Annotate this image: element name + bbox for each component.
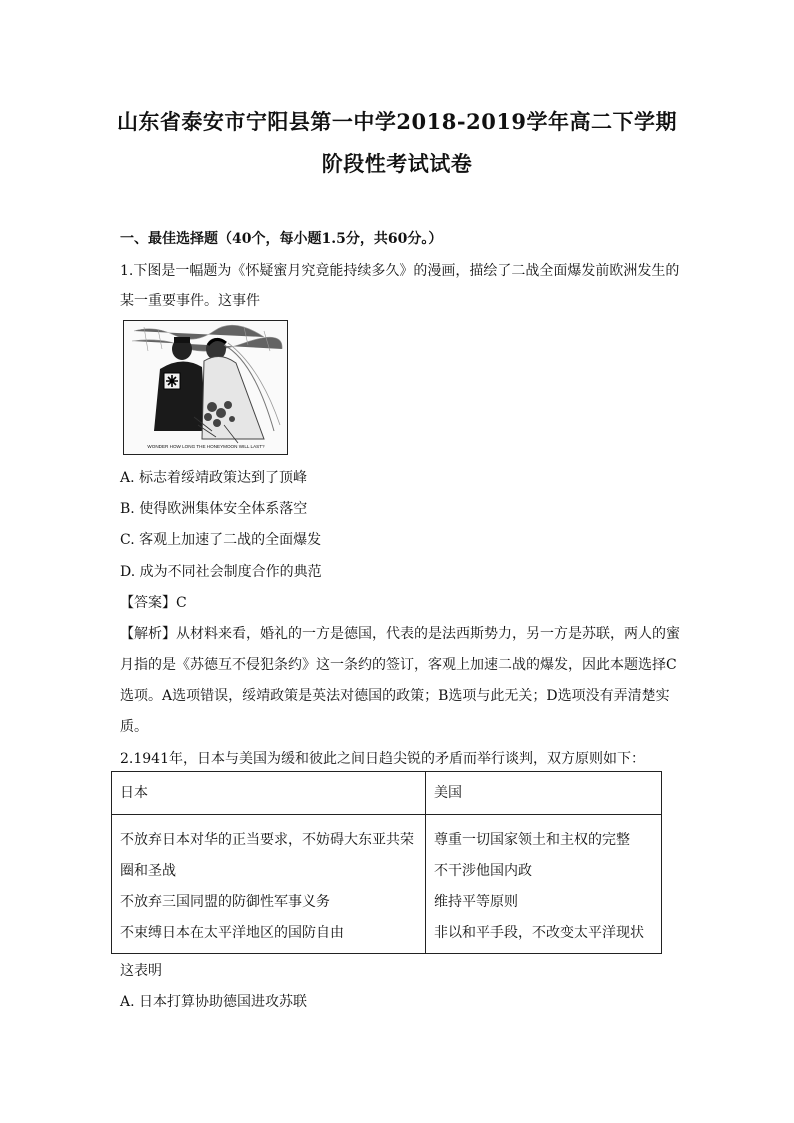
japan-principle: 不放弃日本对华的正当要求，不妨碍大东亚共荣 — [120, 832, 414, 848]
q2-after-table: 这表明 — [120, 963, 162, 979]
q1-answer: 【答案】C — [120, 595, 187, 611]
usa-principle: 维持平等原则 — [434, 894, 518, 910]
q1-option-c: C. 客观上加速了二战的全面爆发 — [120, 532, 322, 548]
q1-option-d: D. 成为不同社会制度合作的典范 — [120, 564, 322, 580]
usa-principle: 不干涉他国内政 — [434, 863, 532, 879]
japan-principles-cell — [112, 815, 426, 954]
header-japan: 日本 — [112, 772, 426, 815]
table-header-row — [112, 772, 662, 815]
honeymoon-cartoon-image — [123, 320, 288, 455]
japan-principle: 不束缚日本在太平洋地区的国防自由 — [120, 925, 344, 941]
document-subtitle: 阶段性考试试卷 — [321, 151, 473, 176]
header-usa: 美国 — [426, 772, 662, 815]
comparison-table — [111, 771, 662, 954]
section-heading: 一、最佳选择题（40个，每小题1.5分，共60分。） — [120, 231, 443, 247]
japan-principle: 圈和圣战 — [120, 863, 176, 879]
q1-stem-line2: 某一重要事件。这事件 — [120, 293, 260, 309]
table-row — [112, 815, 662, 954]
q1-analysis-line4: 质。 — [120, 719, 148, 735]
q1-stem-line1: 1.下图是一幅题为《怀疑蜜月究竟能持续多久》的漫画，描绘了二战全面爆发前欧洲发生的 — [120, 263, 680, 279]
usa-principle: 非以和平手段，不改变太平洋现状 — [434, 925, 644, 941]
q1-option-b: B. 使得欧洲集体安全体系落空 — [120, 501, 308, 517]
document-title: 山东省泰安市宁阳县第一中学2018-2019学年高二下学期 — [116, 109, 678, 134]
q1-analysis-line1: 【解析】从材料来看，婚礼的一方是德国，代表的是法西斯势力，另一方是苏联，两人的蜜 — [120, 626, 680, 642]
q1-analysis-line3: 选项。A选项错误，绥靖政策是英法对德国的政策；B选项与此无关；D选项没有弄清楚实 — [120, 688, 670, 704]
usa-principle: 尊重一切国家领土和主权的完整 — [434, 832, 630, 848]
q2-option-a: A. 日本打算协助德国进攻苏联 — [120, 994, 308, 1010]
q2-stem: 2.1941年，日本与美国为缓和彼此之间日趋尖锐的矛盾而举行谈判，双方原则如下： — [120, 751, 645, 767]
q1-analysis-line2: 月指的是《苏德互不侵犯条约》这一条约的签订，客观上加速二战的爆发，因此本题选择C — [120, 657, 677, 673]
cartoon-caption: WONDER HOW LONG THE HONEYMOON WILL LAST? — [147, 444, 265, 449]
usa-principles-cell — [426, 815, 662, 954]
japan-principle: 不放弃三国同盟的防御性军事义务 — [120, 894, 330, 910]
q1-option-a: A. 标志着绥靖政策达到了顶峰 — [120, 470, 308, 486]
